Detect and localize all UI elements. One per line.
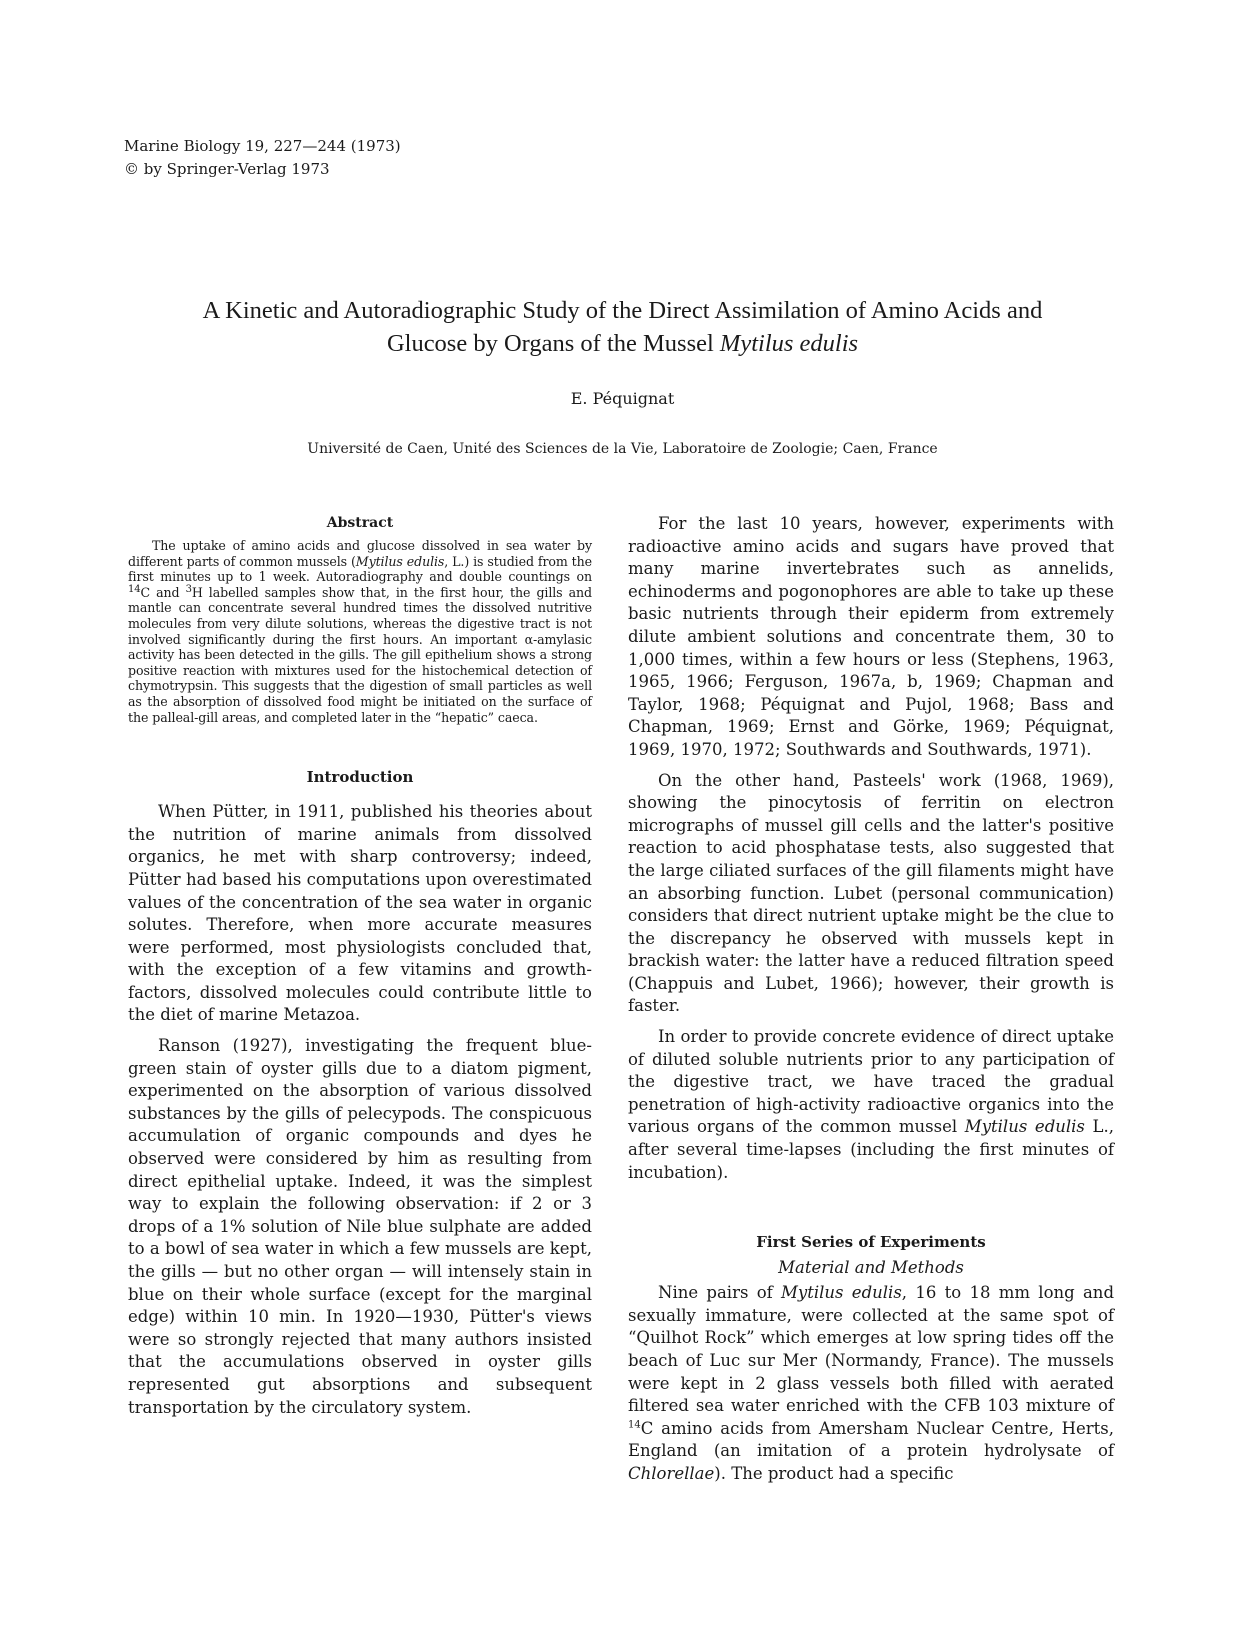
abstract-heading: Abstract (326, 515, 394, 531)
author-name: E. Péquignat (570, 389, 675, 408)
copyright-line: © by Springer-Verlag 1973 (124, 160, 330, 178)
right-paragraph-3: In order to provide concrete evidence of direct uptake of diluted soluble nutrients prior to any participation of the digestive tract, we have traced the gradual penetration of high-activity radioactive organics into the various organs of the common mussel Mytilus edulis L., after several time-lapses (including the first minutes of incubation). (628, 1027, 1114, 1182)
title-line-2-text: Glucose by Organs of the Mussel (386, 330, 720, 357)
right-paragraph-1: For the last 10 years, however, experiments with radioactive amino acids and sugars have proved that many marine invertebrates such as annelids, echinoderms and pogonophores are able to take up these basic nutrients through their epiderm from extremely dilute ambient solutions and concentrate them, 30 to 1,000 times, within a few hours or less (Stephens, 1963, 1965, 1966; Ferguson, 1967a, b, 1969; Chapman and Taylor, 1968; Péquignat and Pujol, 1968; Bass and Chapman, 1969; Ernst and Görke, 1969; Péquignat, 1969, 1970, 1972; Southwards and Southwards, 1971). (628, 514, 1114, 759)
journal-citation: Marine Biology 19, 227—244 (1973) (124, 137, 401, 155)
intro-paragraph-1: When Pütter, in 1911, published his theories about the nutrition of marine animals from dissolved organics, he met with sharp controversy; indeed, Pütter had based his computations upon overestimated values of the concentration of the sea water in organic solutes. Therefore, when more accurate measures were performed, most physiologists concluded that, with the exception of a few vitamins and growth-factors, dissolved molecules could contribute little to the diet of marine Metazoa. (128, 802, 592, 1025)
author-affiliation: Université de Caen, Unité des Sciences de la Vie, Laboratoire de Zoologie; Caen, France (307, 441, 938, 457)
left-column (128, 513, 592, 1419)
journal-header (124, 135, 401, 181)
abstract-text: The uptake of amino acids and glucose dissolved in sea water by different parts of common mussels (Mytilus edulis, L.) is studied from the first minutes up to 1 week. Autoradiography and double countings on $^{14}$C and $^3$H labelled samples show that, in the first hour, the gills and mantle can concentrate several hundred times the dissolved nutritive molecules from very dilute solutions, whereas the digestive tract is not involved significantly during the first hours. An important α-amylasic activity has been detected in the gills. The gill epithelium shows a strong positive reaction with mixtures used for the histochemical detection of chymotrypsin. This suggests that the digestion of small particles as well as the absorption of dissolved food might be initiated on the surface of the palleal-gill areas, and completed later in the “hepatic” caeca. (128, 538, 592, 725)
paper-title (100, 294, 1145, 360)
material-methods-heading: Material and Methods (778, 1258, 964, 1278)
intro-paragraph-2: Ranson (1927), investigating the frequent blue-green stain of oyster gills due to a diatom pigment, experimented on the absorption of various dissolved substances by the gills of pelecypods. The conspicuous accumulation of organic compounds and dyes he observed were considered by him as resulting from direct epithelial uptake. Indeed, it was the simplest way to explain the following observation: if 2 or 3 drops of a 1% solution of Nile blue sulphate are added to a bowl of sea water in which a few mussels are kept, the gills — but no other organ — will intensely stain in blue on their whole surface (except for the marginal edge) within 10 min. In 1920—1930, Pütter's views were so strongly rejected that many authors insisted that the accumulations observed in oyster gills represented gut absorptions and subsequent transportation by the circulatory system. (128, 1036, 592, 1417)
title-species: Mytilus edulis (719, 330, 859, 357)
title-line-2 (100, 327, 1145, 360)
right-paragraph-2: On the other hand, Pasteels' work (1968, 1969), showing the pinocytosis of ferritin on electron micrographs of mussel gill cells and the latter's positive reaction to acid phosphatase tests, also suggested that the large ciliated surfaces of the gill filaments might have an absorbing function. Lubet (personal communication) considers that direct nutrient uptake might be the clue to the discrepancy he observed with mussels kept in brackish water: the latter have a reduced filtration speed (Chappuis and Lubet, 1966); however, their growth is faster. (628, 770, 1114, 1016)
introduction-heading: Introduction (306, 768, 414, 787)
title-line-1: A Kinetic and Autoradiographic Study of the Direct Assimilation of Amino Acids and (202, 297, 1043, 324)
right-column (628, 513, 1114, 1486)
right-paragraph-4: Nine pairs of Mytilus edulis, 16 to 18 mm long and sexually immature, were collected at the same spot of “Quilhot Rock” which emerges at low spring tides off the beach of Luc sur Mer (Normandy, France). The mussels were kept in 2 glass vessels both filled with aerated filtered sea water enriched with the CFB 103 mixture of $^{14}$C amino acids from Amersham Nuclear Centre, Herts, England (an imitation of a protein hydrolysate of Chlorellae). The product had a specific (628, 1283, 1115, 1483)
first-series-heading: First Series of Experiments (756, 1233, 986, 1252)
